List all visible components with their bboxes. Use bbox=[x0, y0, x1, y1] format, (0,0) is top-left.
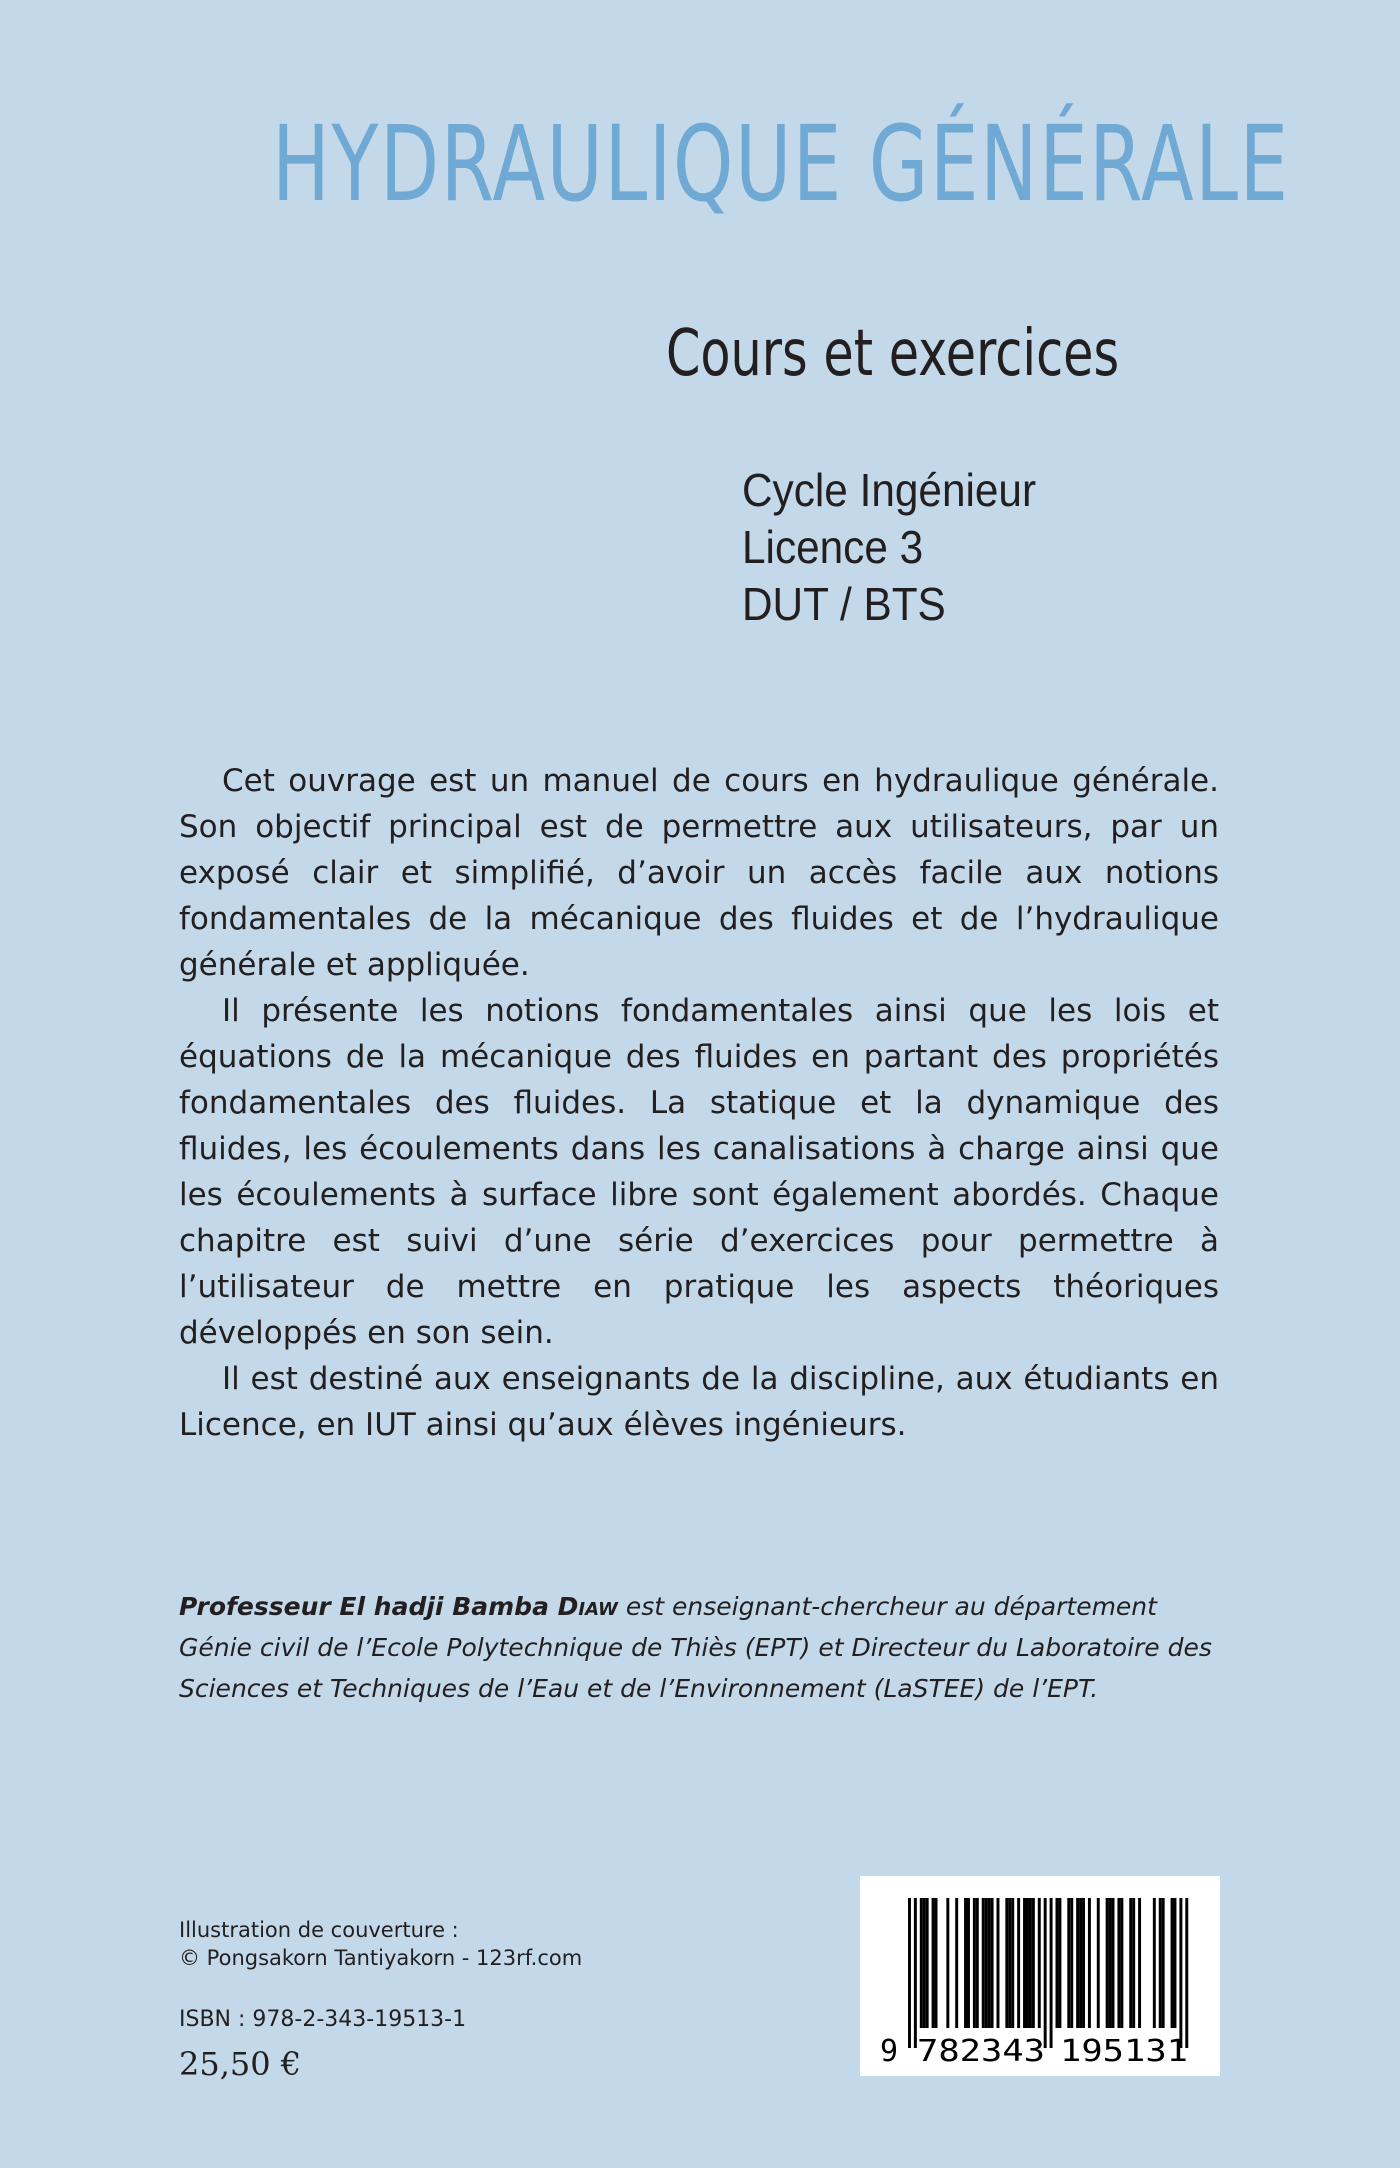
price: 25,50 € bbox=[179, 2045, 302, 2083]
barcode-bar bbox=[1032, 1898, 1035, 2028]
barcode-bar bbox=[1117, 1898, 1120, 2028]
level-dut-bts: DUT / BTS bbox=[742, 578, 946, 630]
barcode-bar bbox=[1079, 1898, 1082, 2028]
barcode-bar bbox=[1082, 1898, 1085, 2028]
description-paragraph-1: Cet ouvrage est un manuel de cours en hydraulique générale. Son objectif principal est de permettre aux utilisateurs, par un exposé clair et simplifié, d’avoir un accès facile aux notions fondamentales de la mécanique des fluides et de l’hydraulique générale et appliquée. bbox=[179, 763, 1219, 983]
book-description bbox=[179, 758, 1219, 1448]
barcode-bar bbox=[1120, 1898, 1123, 2028]
barcode-bar bbox=[1088, 1898, 1091, 2028]
barcode-bar bbox=[908, 1898, 911, 2048]
barcode-bar bbox=[1112, 1898, 1115, 2028]
barcode-bar bbox=[926, 1898, 929, 2028]
cover-credits bbox=[179, 1916, 582, 1972]
audience-levels bbox=[742, 462, 1062, 633]
barcode-bar bbox=[1138, 1898, 1141, 2028]
book-subtitle: Cours et exercices bbox=[666, 317, 1120, 391]
barcode-bar bbox=[985, 1898, 988, 2028]
barcode-bar bbox=[967, 1898, 970, 2028]
barcode-bar bbox=[1044, 1898, 1047, 2048]
barcode-first-digit: 9 bbox=[880, 2034, 899, 2069]
barcode-bar bbox=[1179, 1898, 1182, 2048]
author-surname: Diaw bbox=[557, 1592, 618, 1621]
barcode-bar bbox=[1109, 1898, 1112, 2028]
barcode-bar bbox=[923, 1898, 926, 2028]
barcode-bar bbox=[1067, 1898, 1070, 2028]
barcode-bar bbox=[1174, 1898, 1177, 2028]
barcode-bar bbox=[997, 1898, 1000, 2028]
barcode-bar bbox=[1026, 1898, 1029, 2028]
barcode-bar bbox=[1058, 1898, 1061, 2028]
barcode-bar bbox=[1050, 1898, 1053, 2048]
isbn: ISBN : 978-2-343-19513-1 bbox=[179, 2007, 467, 2032]
barcode-bar bbox=[1005, 1898, 1008, 2028]
barcode-bar bbox=[973, 1898, 976, 2028]
author-name: Professeur El hadji Bamba bbox=[179, 1592, 558, 1621]
barcode-right-group: 195131 bbox=[1060, 2034, 1188, 2069]
barcode-bar bbox=[988, 1898, 991, 2028]
barcode-bar bbox=[1029, 1898, 1032, 2028]
barcode-bar bbox=[1023, 1898, 1026, 2028]
barcode-bar bbox=[1011, 1898, 1014, 2028]
barcode-bar bbox=[982, 1898, 985, 2028]
description-paragraph-2: Il présente les notions fondamentales ainsi que les lois et équations de la mécanique des fluides en partant des propriétés fondamentales des fluides. La statique et la dynamique des fluides, les écoulements dans les canalisations à charge ainsi que les écoulements à surface libre sont également abordés. Chaque chapitre est suivi d’une série d’exercices pour permettre à l’utilisateur de mettre en pratique les aspects théoriques développés en son sein. bbox=[179, 993, 1219, 1351]
illustration-label: Illustration de couverture : bbox=[179, 1918, 459, 1942]
barcode-bar bbox=[932, 1898, 935, 2028]
illustration-credit: © Pongsakorn Tantiyakorn - 123rf.com bbox=[179, 1946, 583, 1970]
book-title: HYDRAULIQUE GÉNÉRALE bbox=[272, 103, 1290, 225]
barcode-bar bbox=[991, 1898, 994, 2028]
barcode-bar bbox=[946, 1898, 949, 2028]
barcode-bar bbox=[1162, 1898, 1165, 2028]
barcode-bar bbox=[964, 1898, 967, 2028]
barcode-bar bbox=[920, 1898, 923, 2028]
barcode-bar bbox=[1132, 1898, 1135, 2028]
level-licence-3: Licence 3 bbox=[742, 521, 924, 573]
barcode-bar bbox=[1076, 1898, 1079, 2028]
level-cycle-ingenieur: Cycle Ingénieur bbox=[742, 464, 1037, 516]
barcode-bar bbox=[1153, 1898, 1156, 2028]
barcode-bar bbox=[1159, 1898, 1162, 2028]
author-bio bbox=[179, 1586, 1219, 1709]
barcode-bar bbox=[1017, 1898, 1020, 2028]
barcode-bar bbox=[1106, 1898, 1109, 2028]
barcode-bar bbox=[1056, 1898, 1059, 2028]
barcode-bar bbox=[1171, 1898, 1174, 2028]
barcode-bar bbox=[976, 1898, 979, 2028]
author-description: est enseignant-chercheur au département Génie civil de l’Ecole Polytechnique de Thiès (EPT) et Directeur du Laboratoire des Sciences et Techniques de l’Eau et de l’Environnement (LaSTEE) de l’EPT. bbox=[179, 1592, 1212, 1703]
barcode-left-group: 782343 bbox=[917, 2034, 1045, 2069]
barcode-bar bbox=[914, 1898, 917, 2048]
barcode-bar bbox=[1008, 1898, 1011, 2028]
barcode bbox=[860, 1876, 1220, 2076]
barcode-bar bbox=[1038, 1898, 1041, 2028]
barcode-bar bbox=[955, 1898, 958, 2028]
barcode-bar bbox=[1097, 1898, 1100, 2028]
barcode-bar bbox=[1070, 1898, 1073, 2028]
barcode-bar bbox=[1185, 1898, 1188, 2048]
description-paragraph-3: Il est destiné aux enseignants de la discipline, aux étudiants en Licence, en IUT ainsi qu’aux élèves ingénieurs. bbox=[179, 1361, 1219, 1443]
barcode-bar bbox=[1129, 1898, 1132, 2028]
barcode-bar bbox=[935, 1898, 938, 2028]
barcode-graphic bbox=[860, 1876, 1220, 2076]
